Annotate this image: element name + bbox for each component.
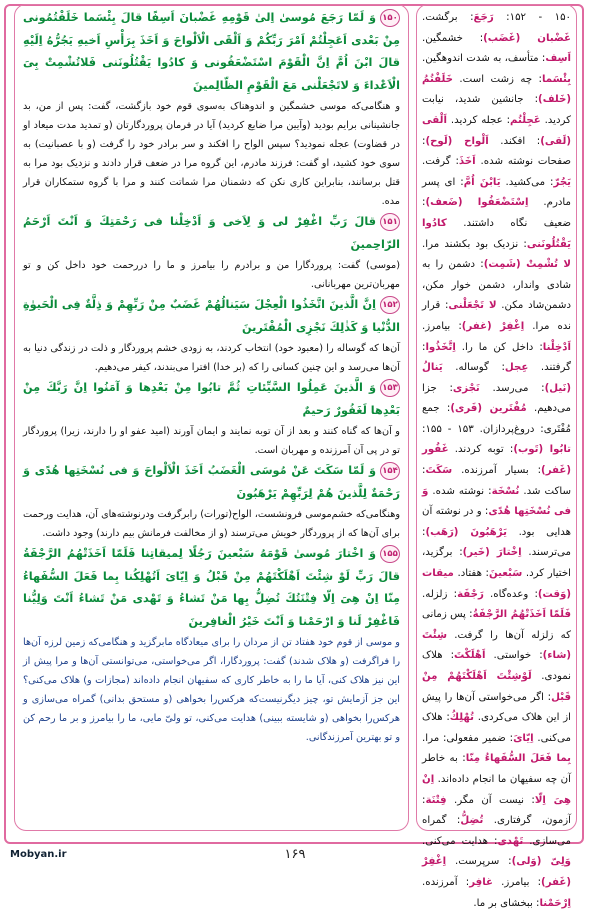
glossary-definition: : ببخشاى بر ما. xyxy=(473,897,540,909)
glossary-term: وَلِىّ (وَلى) xyxy=(511,856,571,868)
glossary-definition: : توبه كردند. xyxy=(448,444,514,456)
glossary-term: نُسْخَة xyxy=(491,485,520,497)
verse-translation: و موسى از قوم خود هفتاد تن از مردان را براى ميعادگاه مابرگزيد و هنگامى‌كه زمين لرزه آن‌ها را فراگرفت (و هلاک شدند) گفت: پروردگارا، اگر مى‌خواستى، مى‌توانستى آن‌ها و مرا پيش از اين نيز هلاک كنى، آيا ما را به خاطر كارى كه سفيهان انجام داده‌اند (مجازات و) هلاک مى‌كنى؟ اين جز آزمايش تو، چيز ديگرنيست‌كه هركس‌را بخواهى (و مستحق بدانى) گمراه مى‌سازى و هركس‌را بخواهى (و شايسته ببينى) هدايت مى‌كنى، تو ولىّ مايى، ما را بيامرز و بر ما رحم كن و تو بهترين آمرزندگانى. xyxy=(23,637,400,743)
verse-arabic xyxy=(23,294,400,339)
glossary-definition: : نزديک بود بكشند مرا. xyxy=(422,238,527,250)
glossary-term: لا تَجْعَلْنى xyxy=(448,300,497,312)
verse-number-badge: ۱۵۳ xyxy=(380,379,400,397)
glossary-definition: : گمراه مى‌سازى. xyxy=(422,815,571,847)
glossary-term: بِئْسَما xyxy=(541,73,571,85)
glossary-term: لا تُشْمِتْ (شَمِت) xyxy=(483,259,571,271)
verse-translation: و هنگامى‌كه موسى خشمگين و اندوهناک به‌سوى قوم خود بازگشت، گفت: پس از من، بد جانشينانى برايم بوديد (وآيين مرا ضايع كرديد) آيا در فرمان پروردگارتان (و تمديد مدت ميعاد او در قضاوت) عجله نموديد؟ سپس الواح را افكند و سر برادر خود را گرفت (و با عصبانيت) به سوى خود كشيد، او گفت: فرزند مادرم، اين گروه مرا در ضعف قرار دادند و نزديک بود مرا به قتل برسانند، بنابراين كارى نكن كه دشمنان مرا شماتت كنند و مرا با گروه ستمكاران قرار مده. xyxy=(23,101,400,207)
glossary-term: وَ فى نُسْخَتِها هُدًى xyxy=(422,485,571,518)
glossary-column xyxy=(416,4,577,909)
glossary-term: غَضْبان (غَضَب) xyxy=(483,32,571,44)
glossary-term: اَسِف xyxy=(545,53,571,65)
glossary-term: اِنْ هِىَ اِلّا xyxy=(422,773,571,806)
glossary-term: نَجْزى xyxy=(452,382,480,394)
glossary-term: اَلْواح (لَوح) xyxy=(425,135,489,147)
glossary-definition: : نيست آن مگر. xyxy=(446,794,535,806)
glossary-definition: : و در نوشته آن هدايى بود. xyxy=(422,506,571,538)
verse-number-badge: ۱۵۵ xyxy=(380,545,400,563)
glossary-definition: : افكند. xyxy=(488,135,541,147)
verse-text: وَ اخْتارَ مُوسىٰ قَوْمَهُ سَبْعينَ رَجُلًا لِميقاتِنا فَلَمّا اَخَذَتْهُمُ الرَّجْفَةُ قالَ رَبِّ لَوْ شِئْتَ اَهْلَكْتَهُمْ مِنْ قَبْلُ وَ اِيّاىَ اَتُهْلِكُنا بِما فَعَلَ السُّفَهاءُ مِنّا اِنْ هِىَ اِلّا فِتْنَتُكَ تُضِلُّ بِها مَنْ تَشاءُ وَ تَهْدى مَنْ تَشاءُ اَنْتَ وَلِيُّنا فَاغْفِرْ لَنا وَ ارْحَمْنا وَ اَنْتَ خَيْرُ الْغافِرينَ xyxy=(23,547,400,628)
verse-number-badge: ۱۵۰ xyxy=(380,9,400,27)
glossary-term: اِرْحَمْنا xyxy=(539,897,571,909)
verse-arabic xyxy=(23,211,400,256)
verse-text: قالَ رَبِّ اغْفِرْ لى وَ لِاَخى وَ اَدْخِلْنا فى رَحْمَتِكَ وَ اَنْتَ اَرْحَمُ الرّاحِمينَ xyxy=(23,215,400,251)
glossary-term: غَفُور (غَفر) xyxy=(422,444,571,477)
glossary-definition: : بسيار آمرزنده. xyxy=(452,465,542,477)
glossary-term: رَجْفَة xyxy=(457,588,484,600)
glossary-definition: : به خاطر آن چه سفيهان ما انجام داده‌اند. xyxy=(422,753,571,785)
verse-block xyxy=(23,460,400,543)
glossary-definition: : خواستى. xyxy=(485,650,543,662)
glossary-term: اِغْفِرْ (غَفر) xyxy=(422,856,571,888)
glossary-definition: : عجله كرديد. xyxy=(446,114,511,126)
glossary-definition: : برگزيد، اختيار كرد. xyxy=(422,547,571,580)
glossary-definition: : بيامرز. xyxy=(493,876,542,888)
glossary-term: اِتَّخَذُوا xyxy=(425,341,456,353)
glossary-term: كادُوا يَقْتُلُونَنى xyxy=(422,217,571,250)
glossary-definition: : پس زمانى كه زلزله آن‌ها را گرفت. xyxy=(422,609,571,641)
verse-arabic xyxy=(23,543,400,633)
glossary-definition: : گرفت. xyxy=(422,156,459,168)
glossary-definition: : زلزله. xyxy=(422,588,458,600)
glossary-definition: : بيامرز. xyxy=(422,320,462,332)
verse-text: وَ لَمّا رَجَعَ مُوسىٰ اِلىٰ قَوْمِهِ غَضْبانَ اَسِفًا قالَ بِئْسَما خَلَفْتُمُونى مِنْ بَعْدى اَعَجِلْتُمْ اَمْرَ رَبِّكُمْ وَ اَلْقَى الْاَلْواحَ وَ اَخَذَ بِرَأْسِ اَخيهِ يَجُرُّهُ اِلَيْهِ قالَ ابْنَ اُمَّ اِنَّ الْقَوْمَ اسْتَضْعَفُونى وَ كادُوا يَقْتُلُونَنى فَلاتُشْمِتْ بِىَ الْاَعْداءَ وَ لاتَجْعَلْنى مَعَ الْقَوْمِ الظّالِمينَ xyxy=(23,11,400,92)
verse-arabic xyxy=(23,377,400,422)
glossary-definition: : گرفتند. xyxy=(422,341,571,374)
glossary-definition: : سرپرست. xyxy=(446,856,512,868)
glossary-term: يَابْنَ اُمَّ xyxy=(463,176,501,188)
glossary-definition: : هلاک نمودى. xyxy=(422,650,571,682)
glossary-term: عَجِلْتُم xyxy=(510,114,541,126)
glossary-term: تُهْلِكُ xyxy=(449,712,474,724)
glossary-definition: : اگر مى‌خواستى آن‌ها را پيش از اين هلاک مى‌كردى. xyxy=(422,691,571,724)
glossary-term: مُفْتَرين (فَرى) xyxy=(450,403,527,415)
glossary-definition: : آزمون، گرفتارى. xyxy=(422,794,571,827)
glossary-term: غافِر xyxy=(469,876,493,888)
glossary-term: اِغْفِرْ (غفر) xyxy=(461,320,525,332)
glossary-term: لَوْشِئْتَ اَهْلَكْتَهُمْ مِنْ قَبْل xyxy=(422,671,571,703)
verse-text: وَ الَّذينَ عَمِلُوا السَّيِّئاتِ ثُمَّ تابُوا مِنْ بَعْدِها وَ آمَنُوا اِنَّ رَبَّكَ مِنْ بَعْدِها لَغَفُورٌ رَحيمٌ xyxy=(23,381,400,417)
glossary-definition: ۱۵۰ - ۱۵۲: xyxy=(493,12,572,23)
verse-block xyxy=(23,377,400,460)
glossary-term: رَجَعَ xyxy=(473,12,494,23)
glossary-definition: : چه زشت است. xyxy=(452,73,542,85)
verse-translation: (موسى) گفت: پروردگارا من و برادرم را بيامرز و ما را دررحمت خود داخل كن و تو مهربان‌ترين مهربانانى. xyxy=(23,260,400,290)
verse-text: وَ لَمّا سَكَتَ عَنْ مُوسَى الْغَضَبُ اَخَذَ الْاَلْواحَ وَ فى نُسْخَتِها هُدًى وَ رَحْمَةٌ لِلَّذينَ هُمْ لِرَبِّهِمْ يَرْهَبُونَ xyxy=(23,464,400,500)
glossary-definition: : خشمگين. xyxy=(422,32,484,44)
verse-translation: آن‌ها كه گوساله را (معبود خود) انتخاب كردند، به زودى خشم پروردگار و ذلت در زندگى دنيا به آن‌ها مى‌رسد و اين چنين كسانى را كه (بر خدا) افترا مى‌بندند، كيفر مى‌دهيم. xyxy=(23,343,400,373)
glossary-term: اَخَذَ xyxy=(458,156,476,168)
glossary-term: اِخْتارَ (خَير) xyxy=(462,547,522,559)
glossary-term: تُضِلُّ xyxy=(460,815,484,827)
glossary-term: فَلَمّا اَخَذَتْهُمُ الرَّجْفَةُ xyxy=(472,609,572,621)
verse-translation: و آن‌ها كه گناه كنند و بعد از آن توبه نمايند و ايمان آورند (اميد عفو او را دارند، زيرا) پروردگار تو در پى آن آمرزنده و مهربان است. xyxy=(23,426,400,456)
verse-block xyxy=(23,294,400,377)
verses-column xyxy=(14,4,409,831)
verse-block xyxy=(23,543,400,747)
page-number: ۱۶۹ xyxy=(284,847,306,862)
verse-translation: وهنگامى‌كه خشم‌موسى فرونشست، الواح(تورات) رابرگرفت ودرنوشته‌هاى آن، هدايت ورحمت براى آن‌ها كه از پروردگار خويش مى‌ترسند (و از مخالفت فرمانش بيم دارند) وجود داشت. xyxy=(23,509,400,539)
glossary-definition: : داخل كن ما را. xyxy=(455,341,543,353)
verse-block xyxy=(23,7,400,211)
verse-number-badge: ۱۵۲ xyxy=(380,296,400,314)
site-watermark[interactable]: Mobyan.ir xyxy=(10,849,67,860)
glossary-definition: : برگشت. xyxy=(422,12,474,23)
glossary-term: بِما فَعَلَ السُّفَهاءُ مِنّا xyxy=(465,753,571,765)
glossary-definition: : صفحات نوشته شده. xyxy=(422,135,571,168)
glossary-term: اَهْلَكْتَ xyxy=(454,650,486,662)
glossary-definition: : جزا مى‌دهيم. xyxy=(422,382,571,415)
glossary-term: سَبْعينَ xyxy=(488,568,523,580)
glossary-definition: : جمع مُفْتَرى: دروغ‌پردازان. xyxy=(422,403,571,435)
glossary-term: اَلْقى (لَقى) xyxy=(422,114,571,147)
glossary-definition: : مى‌كشيد. xyxy=(500,176,554,188)
verse-arabic xyxy=(23,7,400,97)
glossary-term: اِسْتَضْعَفُوا (ضَعف) xyxy=(425,197,529,209)
glossary-definition: : جانشين شديد، نيابت كرديد. xyxy=(422,94,571,126)
glossary-definition: : آمرزنده. xyxy=(422,876,470,888)
glossary-definition: : وعده‌گاه. xyxy=(483,588,538,600)
glossary-definition: : اى پسر مادرم. xyxy=(422,176,571,209)
glossary-definition: : متأسف، به شدت اندوهگين. xyxy=(422,53,546,65)
glossary-term: عِجل xyxy=(504,362,529,374)
glossary-definition: : ضمير مفعولى: مرا. xyxy=(422,732,514,744)
glossary-definition: ۱۵۳ - ۱۵۵: xyxy=(422,423,474,435)
verse-arabic xyxy=(23,460,400,505)
glossary-definition: : مى‌رسد. xyxy=(479,382,545,394)
glossary-term: سَكَتَ xyxy=(425,465,453,477)
verse-text: اِنَّ الَّذينَ اتَّخَذُوا الْعِجْلَ سَيَنالُهُمْ غَضَبٌ مِنْ رَبِّهِمْ وَ ذِلَّةٌ فِى الْحَيوٰةِ الدُّنْيا وَ كَذٰلِكَ نَجْزِى الْمُفْتَرينَ xyxy=(23,298,400,334)
glossary-definition: : ضعيف نگاه داشتند. xyxy=(422,197,571,229)
verse-block xyxy=(23,211,400,294)
glossary-term: تابُوا (تَوب) xyxy=(513,444,571,456)
glossary-term: شِئْتَ (شاء) xyxy=(422,629,571,662)
glossary-definition: : هلاک مى‌كنى. xyxy=(422,712,571,744)
glossary-term: خَلَفْتُمُ (خَلف) xyxy=(422,73,571,106)
glossary-term: يَرْهَبُونَ (رَهَب) xyxy=(425,526,507,538)
glossary-definition: : نوشته شده. xyxy=(428,485,492,497)
glossary-definition: : هفتاد. xyxy=(453,568,489,580)
glossary-term: تَهْدى xyxy=(497,835,524,847)
verse-number-badge: ۱۵۴ xyxy=(380,462,400,480)
verses-list xyxy=(23,7,400,747)
glossary-term: ميقات (وَقت) xyxy=(422,568,571,600)
glossary-definition: : قرار نده مرا. xyxy=(422,300,571,332)
glossary-term: اِيّاىَ xyxy=(513,732,534,744)
verse-number-badge: ۱۵۱ xyxy=(380,213,400,231)
glossary-term: يَنالُ (نَيل) xyxy=(422,362,571,394)
glossary-definition: : گوساله. xyxy=(442,362,505,374)
glossary-term: اَدْخِلْنا xyxy=(542,341,571,353)
glossary-text xyxy=(422,8,571,914)
glossary-definition: : ساكت شد. xyxy=(422,465,571,497)
glossary-term: يَجُرّ xyxy=(553,176,571,188)
glossary-definition: : هدايت مى‌كنى. xyxy=(422,835,498,847)
glossary-definition: : دشمن را به شادى واندار، دشمن خوار مكن، دشمن‌شاد مكن. xyxy=(422,259,571,312)
glossary-term: فِتْنَة xyxy=(425,794,447,806)
glossary-definition: : مى‌ترسند. xyxy=(422,526,571,559)
